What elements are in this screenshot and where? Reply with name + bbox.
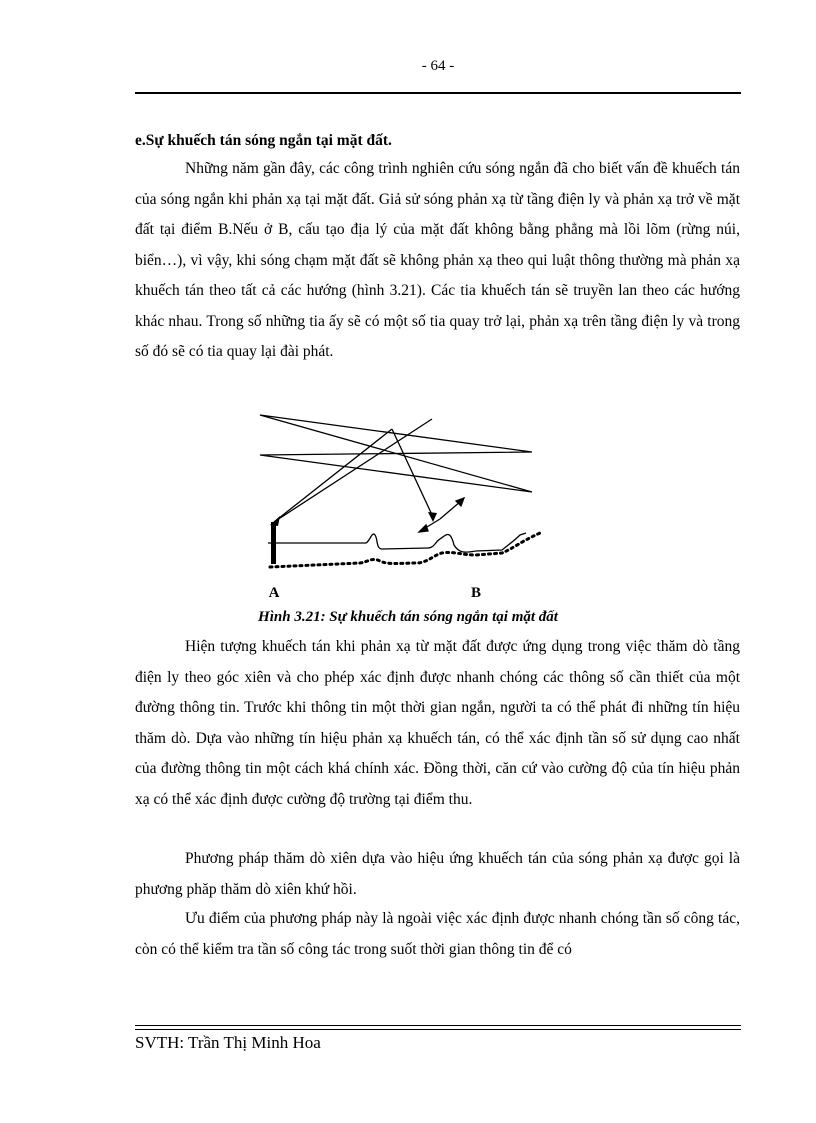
label-b: B [470, 585, 482, 601]
ray-a-up [274, 429, 392, 522]
arrowhead-a [270, 516, 280, 526]
antenna-icon [271, 522, 276, 564]
footer-rule [135, 1025, 741, 1030]
paragraph-2: Hiện tượng khuếch tán khi phản xạ từ mặt đất được ứng dụng trong việc thăm dò tầng điện ly theo góc xiên và cho phép xác định được nhanh chóng các thông số cần thiết của một đường thông tin. Trước khi thông tin một thời gian ngắn, người ta có thể phát đi những tín hiệu thăm dò. Dựa vào những tín hiệu phản xạ khuếch tán, có thể xác định tần số sử dụng cao nhất của đường thông tin một cách khá chính xác. Đồng thời, căn cứ vào cường độ của tín hiệu phản xạ có thể xác định được cường độ trường tại điểm thu. [135, 638, 740, 808]
paragraph-3: Phương pháp thăm dò xiên dựa vào hiệu ứng khuếch tán của sóng phản xạ được gọi là phương phăp thăm dò xiên khứ hồi. [135, 850, 740, 898]
arrowhead-b [428, 512, 437, 522]
arrowhead-b-left [419, 525, 428, 532]
header-rule [135, 92, 741, 94]
paragraph-1: Những năm gần đây, các công trình nghiên cứu sóng ngắn đã cho biết vấn đề khuếch tán của sóng ngắn khi phản xạ tại mặt đất. Giả sử sóng phản xạ từ tầng điện ly và phản xạ trở về mặt đất tại điểm B.Nếu ở B, cấu tạo địa lý của mặt đất không bằng phẳng mà lồi lõm (rừng núi, biển…), vì vậy, khi sóng chạm mặt đất sẽ không phản xạ theo qui luật thông thường mà phản xạ khuếch tán theo tất cả các hướng (hình 3.21). Các tia khuếch tán sẽ truyền lan theo các hướng khác nhau. Trong số những tia ấy sẽ có một số tia quay trở lại, phản xạ trên tầng điện ly và trong số đó sẽ có tia quay lại đài phát. [135, 160, 740, 360]
scatter-diagram [240, 405, 560, 605]
label-a: A [268, 585, 280, 601]
ionosphere-layer [260, 415, 532, 492]
ray-back-to-a [274, 419, 432, 522]
footer-author: SVTH: Trần Thị Minh Hoa [135, 1033, 321, 1052]
page-number: - 64 - [421, 58, 455, 74]
figure-caption: Hình 3.21: Sự khuếch tán sóng ngắn tại mặt đất [258, 609, 558, 625]
ray-to-b [392, 429, 433, 517]
paragraph-4: Ưu điểm của phương pháp này là ngoài việc xác định được nhanh chóng tần số công tác, còn có thể kiểm tra tần số công tác trong suốt thời gian thông tin để có [135, 910, 740, 958]
ground-line [268, 533, 526, 552]
section-heading: e.Sự khuếch tán sóng ngắn tại mặt đất. [135, 132, 392, 149]
